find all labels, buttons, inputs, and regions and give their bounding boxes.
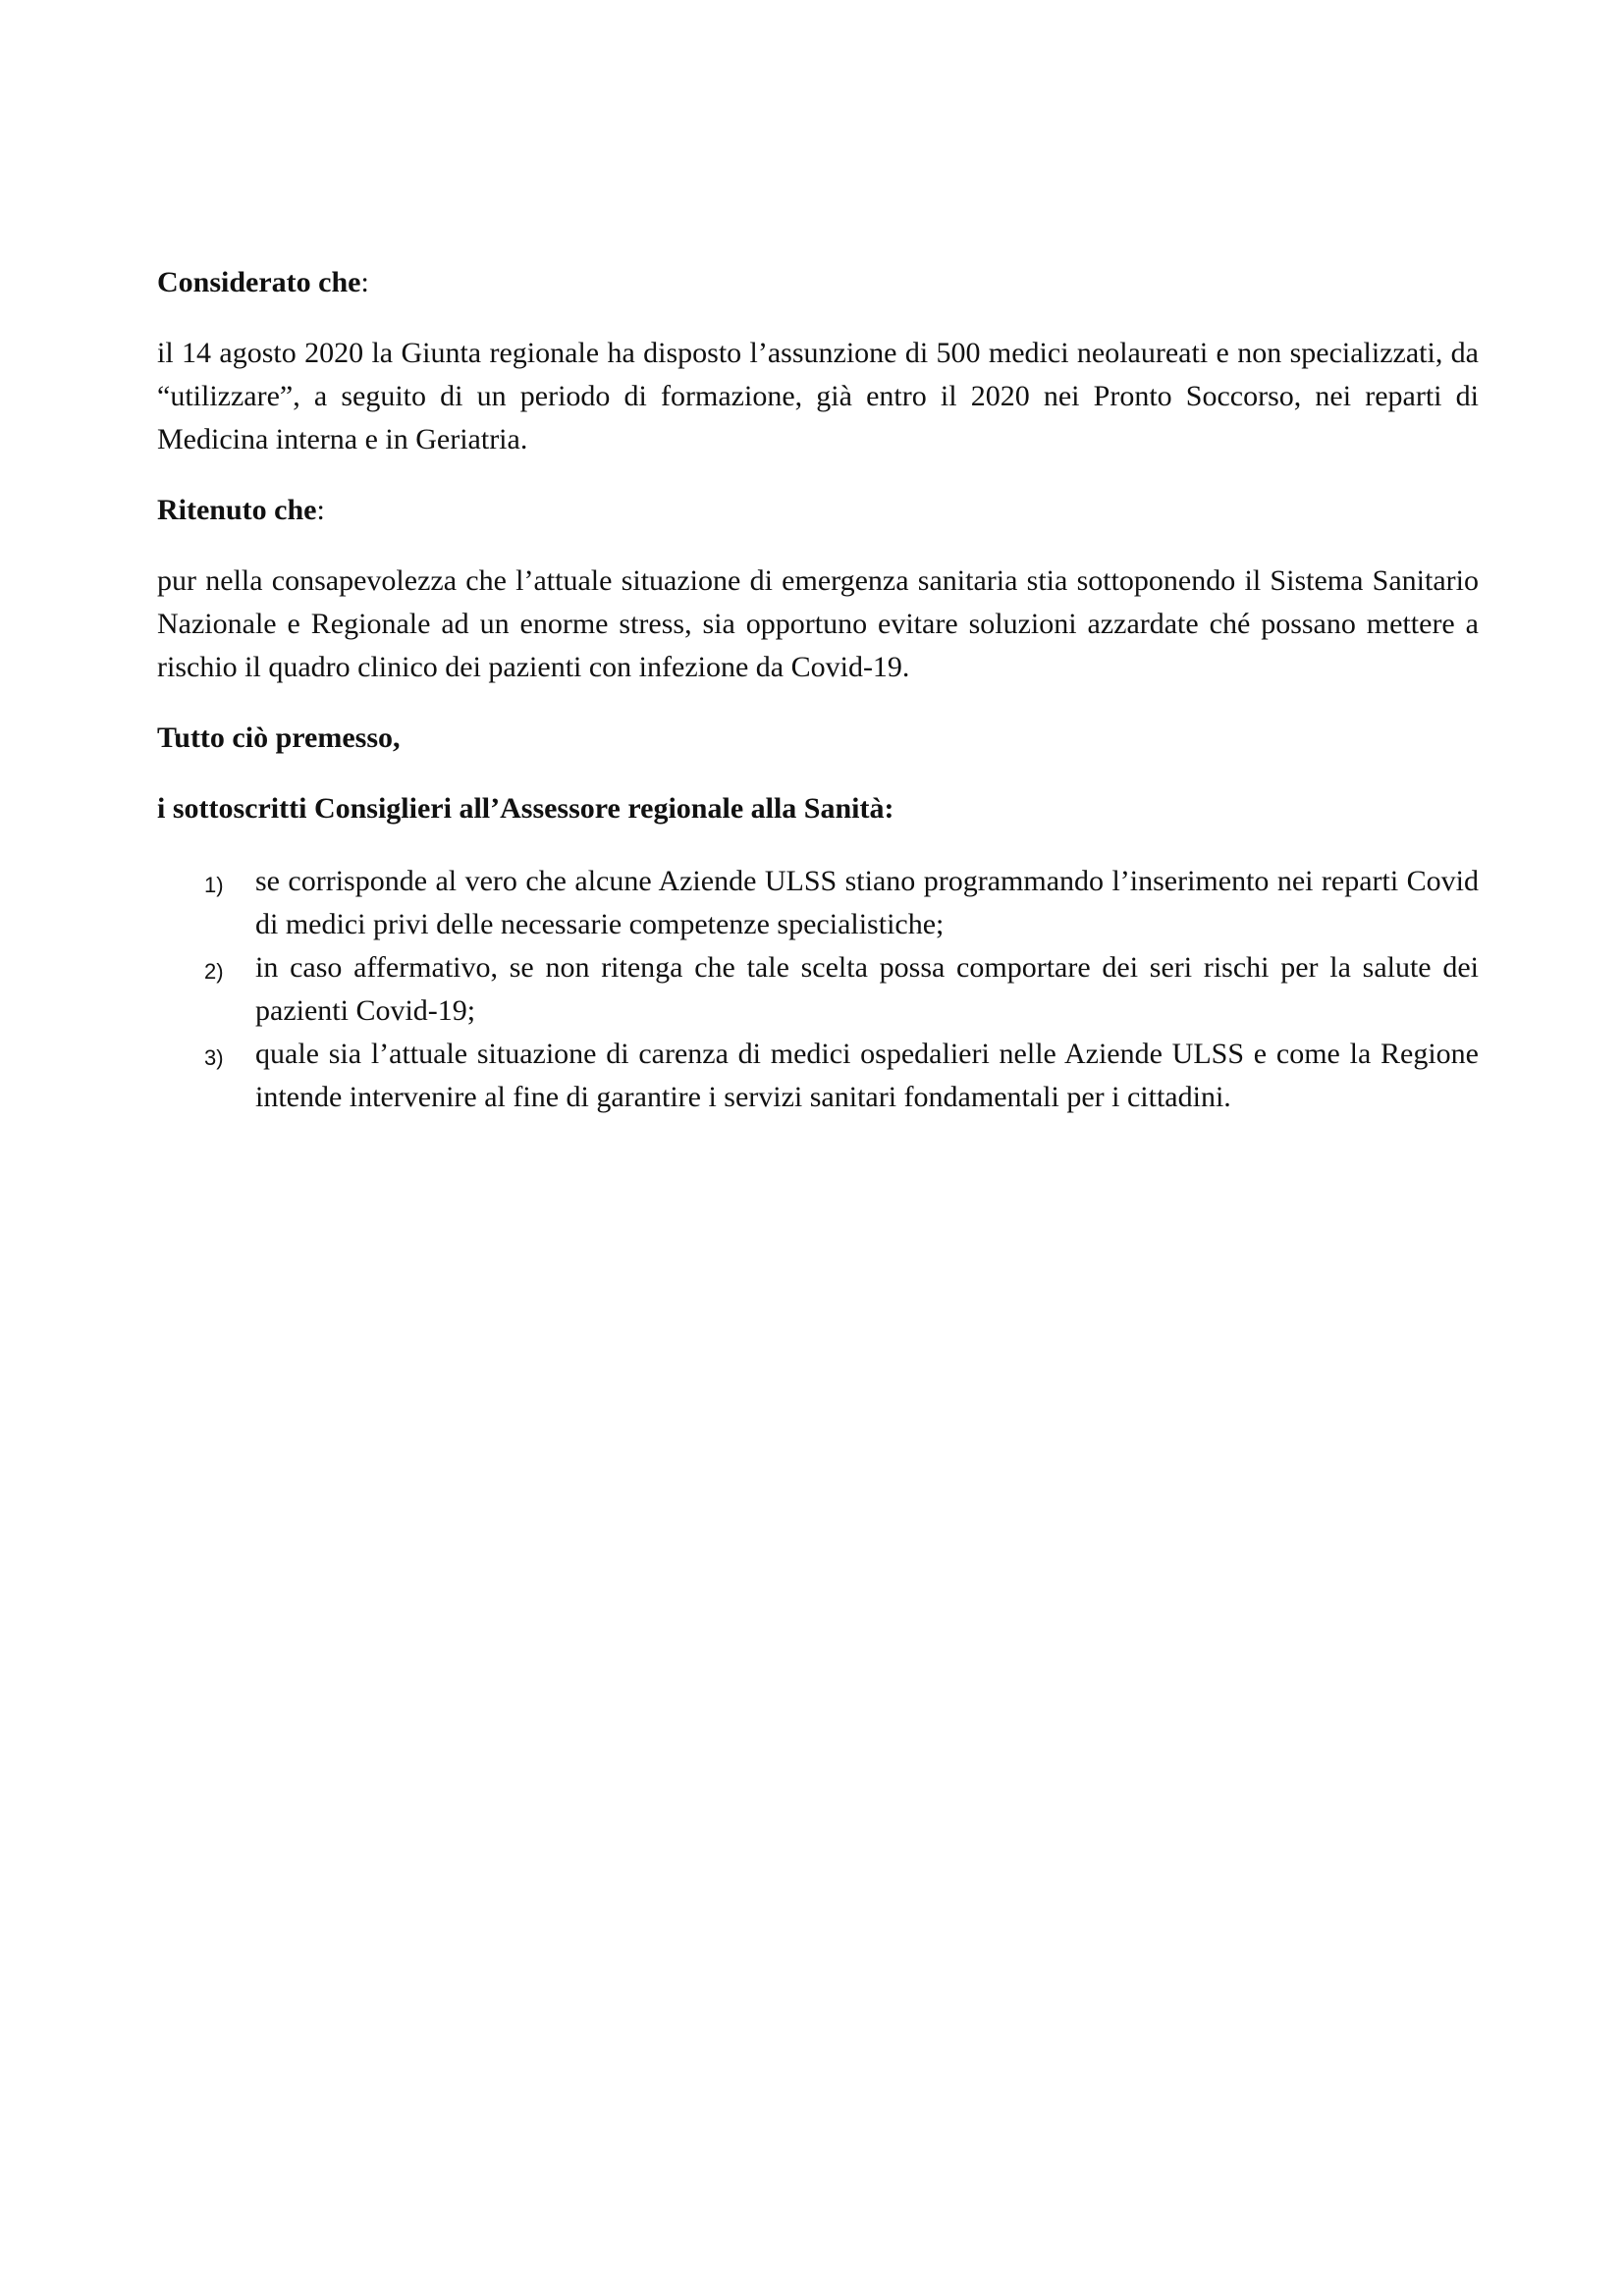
questions-list (157, 860, 1479, 1119)
heading-considerato-colon: : (360, 266, 369, 298)
heading-considerato (157, 261, 1479, 304)
list-item (157, 1033, 1479, 1119)
heading-ritenuto (157, 489, 1479, 532)
heading-considerato-bold: Considerato che (157, 266, 361, 298)
heading-ritenuto-bold: Ritenuto che (157, 494, 317, 526)
paragraph-ritenuto: pur nella consapevolezza che l’attuale situazione di emergenza sanitaria stia sottoponendo il Sistema Sanitario Nazionale e Regionale ad un enorme stress, sia opportuno evitare soluzioni azzardate ché possano mettere a rischio il quadro clinico dei pazienti con infezione da Covid-19. (157, 564, 1479, 683)
heading-interrogazione-bold: i sottoscritti Consiglieri all’Assessore regionale alla Sanità: (157, 792, 894, 825)
heading-premessa-bold: Tutto ciò premesso, (157, 721, 401, 754)
list-item-text: in caso affermativo, se non ritenga che tale scelta possa comportare dei seri rischi per la salute dei pazienti Covid-19; (255, 951, 1479, 1027)
heading-ritenuto-colon: : (316, 494, 325, 526)
list-item-text: quale sia l’attuale situazione di carenza di medici ospedalieri nelle Aziende ULSS e come la Regione intende intervenire al fine di garantire i servizi sanitari fondamentali per i cittadini. (255, 1038, 1479, 1113)
heading-interrogazione (157, 787, 1479, 830)
list-item-number: 3) (204, 1045, 224, 1070)
paragraph-considerato: il 14 agosto 2020 la Giunta regionale ha disposto l’assunzione di 500 medici neolaureati e non specializzati, da “utilizzare”, a seguito di un periodo di formazione, già entro il 2020 nei Pronto Soccorso, nei reparti di Medicina interna e in Geriatria. (157, 337, 1479, 455)
list-item-number: 2) (204, 959, 224, 984)
heading-premessa (157, 717, 1479, 760)
list-item (157, 946, 1479, 1033)
document-body (157, 261, 1479, 1119)
list-item (157, 860, 1479, 946)
list-item-number: 1) (204, 873, 224, 897)
list-item-text: se corrisponde al vero che alcune Aziende ULSS stiano programmando l’inserimento nei reparti Covid di medici privi delle necessarie competenze specialistiche; (255, 865, 1479, 940)
